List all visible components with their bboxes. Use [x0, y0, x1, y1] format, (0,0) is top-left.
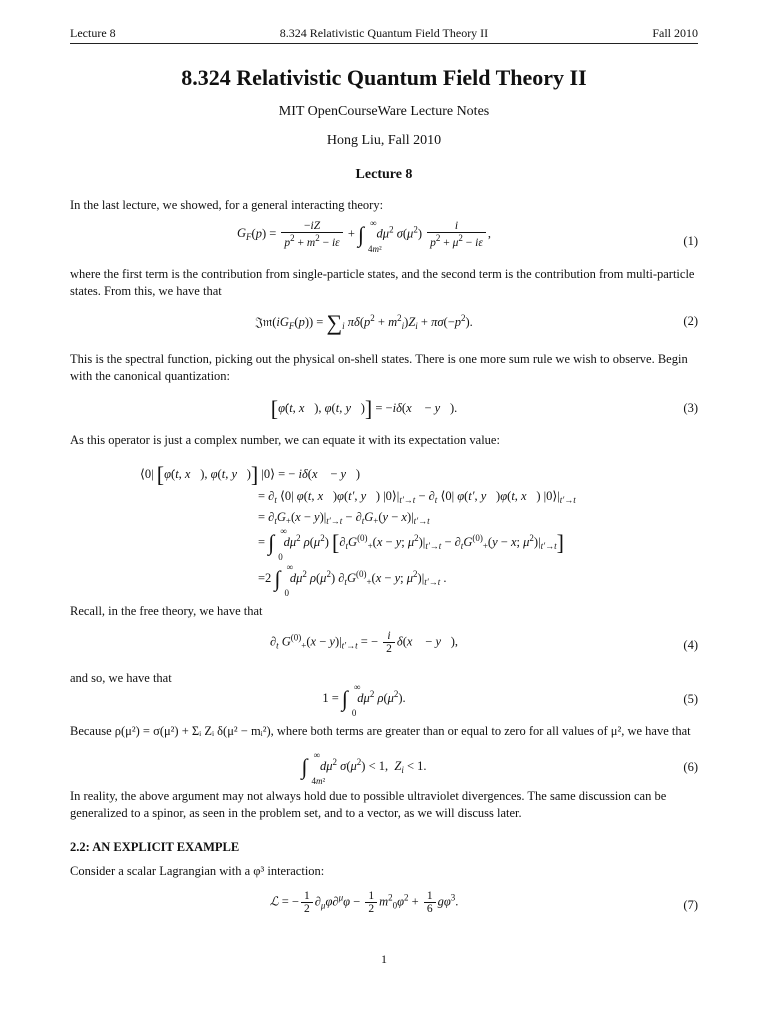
- header-rule: [70, 43, 698, 44]
- section-heading: 2.2: AN EXPLICIT EXAMPLE: [70, 840, 240, 854]
- derivation-line-1: ⟨0| [φ̇(t, x⃗), φ(t, y⃗)] |0⟩ = − iδ(x⃗ − y⃗): [140, 462, 360, 487]
- paragraph-5: Recall, in the free theory, we have that: [70, 604, 263, 618]
- paper-author: Hong Liu, Fall 2010: [326, 133, 442, 148]
- equation-number-4: (4): [683, 638, 698, 652]
- equation-5: 1 = ∫ ∞ 0 $d\mu^2$ $\rho(\mu^2)$. (5): [322, 682, 698, 718]
- derivation-line-3: = $\partial_tG_+(x - y)|_{t'\to t} - \partial_tG_+(y - x)|_{t'\to t}$: [258, 510, 430, 526]
- equation-6: ∫ ∞ 4m² $d\mu^2$ $\sigma(\mu^2) < 1$, $Z_i < 1$. (6): [301, 750, 698, 786]
- paper-title: 8.324 Relativistic Quantum Field Theory II: [181, 65, 587, 90]
- paragraph-9: Consider a scalar Lagrangian with a φ³ interaction:: [70, 864, 325, 878]
- derivation-line-2: = $\partial_t$ ⟨0| φ(t, x⃗)φ(t′, y⃗) $|0⟩|_{t'\to t} - \partial_t$ ⟨0| φ(t′, y⃗)φ(t, x⃗) $|0⟩|_{t'\to t}$: [258, 489, 576, 505]
- paragraph-4: As this operator is just a complex number, we can equate it with its expectation value:: [70, 433, 500, 447]
- derivation-line-4: = ∫ ∞ 0 $d\mu^2$ $\rho(\mu^2) [\partial_tG^{(0)}_+(x - y$; $\mu^2)|_{t'\to t} - \partial_tG^{(0)}_+(y - x$; $\mu^2)|_{t'\to t}$]: [258, 526, 564, 562]
- equation-4: $\partial_t$ $G^{(0)}_+(x - y)|_{t'\to t}$ = − $\frac{i}{2}$ δ(x⃗ − y⃗), (4): [269, 630, 698, 655]
- equation-1: $G_F(p)$ = $\frac{-iZ}{p^2 + m^2 - i\varepsilon}$ + ∫ ∞ 4m² $d\mu^2$ $\sigma(\mu^2)$ $\frac{i}{p^2 + \mu^2 - i\varepsilon}$ , (1): [236, 217, 698, 254]
- running-header: [70, 24, 698, 42]
- equation-7: ℒ = − $\frac{1}{2}$ $\partial_\mu\varphi\partial^\mu\varphi$ − $\frac{1}{2}$ $m^2_0\varphi^2$ + $\frac{1}{6}$ $g\varphi^3$. (7): [269, 890, 698, 915]
- equation-2: $𝔍𝔪(iG_F(p)) = \sum_i$ $\pi\delta(p^2 + m^2_i)Z_i + \pi\sigma(-p^2)$. (2): [255, 310, 698, 335]
- header-center: 8.324 Relativistic Quantum Field Theory II: [279, 25, 489, 40]
- equation-number-5: (5): [683, 692, 698, 706]
- paper-subtitle: MIT OpenCourseWare Lecture Notes: [278, 104, 490, 119]
- equation-number-2: (2): [683, 314, 698, 328]
- paragraph-8: In reality, the above argument may not always hold due to possible ultraviolet divergences. The same discussion can be generalized to a spinor, as seen in the problem set, and to a vector, as we will discuss later.: [70, 789, 667, 820]
- paragraph-3: This is the spectral function, picking out the physical on-shell states. There is one more sum rule we wish to observe. Begin with the canonical quantization:: [70, 352, 688, 383]
- header-right: Fall 2010: [652, 25, 698, 40]
- paragraph-2: where the first term is the contribution from single-particle states, and the second term is the contribution from multi-particle states. From this, we have that: [70, 267, 695, 298]
- equation-number-7: (7): [683, 898, 698, 912]
- lecture-heading: Lecture 8: [355, 167, 413, 182]
- equation-number-1: (1): [683, 234, 698, 248]
- equation-3: [φ̇(t, x⃗), φ(t, y⃗)] = −iδ(x⃗ − y⃗). (3): [270, 396, 698, 421]
- equation-number-3: (3): [683, 401, 698, 415]
- paragraph-7: Because ρ(μ²) = σ(μ²) + Σᵢ Zᵢ δ(μ² − mᵢ²), where both terms are greater than or equal to zero for all values of μ², we have that: [70, 724, 691, 738]
- paragraph-6: and so, we have that: [70, 671, 172, 685]
- equation-number-6: (6): [683, 760, 698, 774]
- header-left: Lecture 8: [70, 25, 116, 40]
- derivation-line-5: =2 ∫ ∞ 0 $d\mu^2$ $\rho(\mu^2) \partial_tG^{(0)}_+(x - y$; $\mu^2)|_{t'\to t}$ .: [258, 562, 447, 598]
- paragraph-1: In the last lecture, we showed, for a general interacting theory:: [70, 198, 384, 212]
- page-number: 1: [381, 952, 387, 966]
